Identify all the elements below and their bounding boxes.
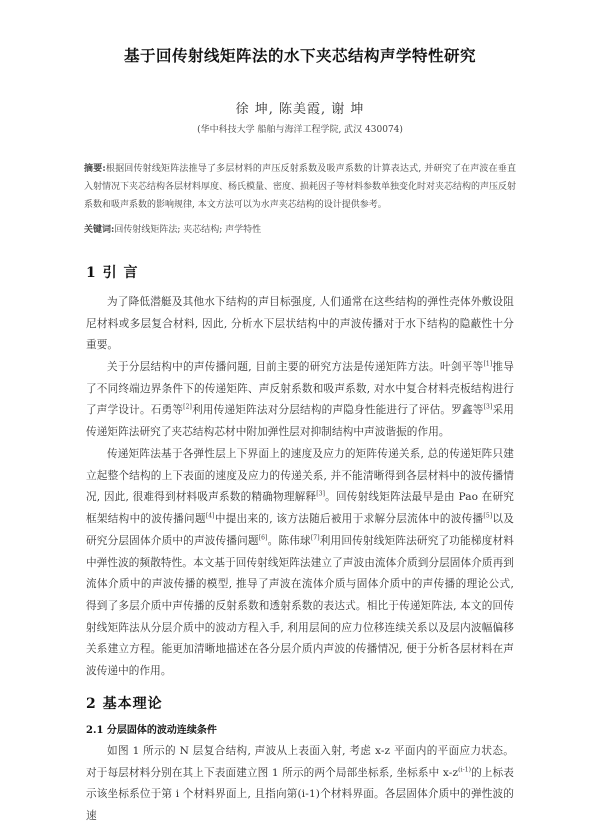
text-run: 如图 1 所示的 N 层复合结构, 声波从上表面入射, 考虑 x-z 平面内的平面应力状态。对于每层材料分别在其上下表面建立图 1 所示的两个局部坐标系, 坐标系中 x-z bbox=[86, 745, 514, 779]
intro-paragraph-3 bbox=[86, 444, 514, 683]
citation: [7] bbox=[310, 534, 320, 542]
text-run: 传递矩阵法基于各弹性层上下界面上的速度及应力的矩阵传递关系, 总的传递矩阵只建立起整个结构的上下表面的速度及应力的传递关系, 并不能清晰得到各层材料中的波传播情况, 因此, 很难得到材料吸声系数的精确物理解释 bbox=[86, 448, 514, 504]
text-run: 。回传射线矩阵法最早是由 Pao 在研究框架结构中的波传播问题 bbox=[86, 491, 514, 526]
abstract-label: 摘要: bbox=[84, 164, 106, 174]
citation: [4] bbox=[205, 512, 215, 520]
section-heading-theory: 2 基本理论 bbox=[86, 696, 163, 712]
text-run: 利用回传射线矩阵法研究了功能梯度材料中弹性波的频散特性。本文基于回传射线矩阵法建立了声波由流体介质到分层固体介质再到流体介质中的声波传播的模型, 推导了声波在流体介质与固体介质中的声传播的理论公式, 得到了多层介质中声传播的反射系数和透射系数的表达式。相比于传递矩阵法, 本文的回传射线矩阵法从分层介质中的波动方程入手, 利用层间的应力位移连续关系以及层内波幅偏移关系建立方程。能更加清晰地描述在各分层介质内声波的传播情况, 便于分析各层材料在声波传递中的作用。 bbox=[86, 534, 514, 678]
subsection-heading: 2.1 分层固体的波动连续条件 bbox=[86, 725, 217, 736]
theory-paragraph-1 bbox=[86, 741, 514, 828]
keywords-text: 回传射线矩阵法; 夹芯结构; 声学特性 bbox=[114, 225, 262, 235]
text-run: 以及研究分层固体介质中的声波传播问题 bbox=[86, 513, 514, 547]
citation: [3] bbox=[483, 403, 493, 411]
abstract bbox=[84, 160, 516, 214]
author-list: 徐 坤, 陈美霞, 谢 坤 bbox=[235, 102, 365, 117]
citation: [5] bbox=[483, 512, 493, 520]
affiliation: (华中科技大学 船舶与海洋工程学院, 武汉 430074) bbox=[197, 125, 403, 135]
text-run: 中提出来的, 该方法随后被用于求解分层流体中的波传播 bbox=[214, 513, 484, 526]
citation: [3] bbox=[316, 490, 326, 498]
citation: [1] bbox=[483, 360, 493, 368]
keywords-label: 关键词: bbox=[84, 225, 115, 235]
text-run: 利用传递矩阵法对分层结构的声隐身性能进行了评估。罗鑫等 bbox=[191, 404, 484, 417]
abstract-text: 根据回传射线矩阵法推导了多层材料的声压反射系数及吸声系数的计算表达式, 并研究了在声波在垂直入射情况下夹芯结构各层材料厚度、杨氏模量、密度、损耗因子等材料参数单独变化时对夹芯结构的声压反射系数和吸声系数的影响规律, 本文方法可以为水声夹芯结构的设计提供参考。 bbox=[84, 164, 517, 210]
text-run: 推导了不同终端边界条件下的传递矩阵、声反射系数和吸声系数, 对水中复合材料壳板结构进行了声学设计。石勇等 bbox=[86, 361, 514, 417]
text-run: 的上标表示该坐标系位于第 i 个材料界面上, 且指向第(i-1)个材料界面。各层固体介质中的弹性波的速 bbox=[86, 766, 514, 823]
text-run: 。陈伟球 bbox=[267, 534, 311, 547]
paper-title: 基于回传射线矩阵法的水下夹芯结构声学特性研究 bbox=[123, 46, 476, 65]
keywords bbox=[84, 222, 516, 235]
intro-paragraph-1: 为了降低潜艇及其他水下结构的声目标强度, 人们通常在这些结构的弹性壳体外敷设阻尼材料或多层复合材料, 因此, 分析水下层状结构中的声波传播对于水下结构的隐蔽性十分重要。 bbox=[86, 296, 514, 352]
superscript: (i-1) bbox=[458, 766, 472, 774]
section-heading-intro: 1 引 言 bbox=[86, 265, 139, 281]
intro-paragraph-2 bbox=[86, 357, 514, 444]
text-run: 关于分层结构中的声传播问题, 目前主要的研究方法是传递矩阵方法。叶剑平等 bbox=[107, 361, 484, 373]
citation: [6] bbox=[258, 534, 268, 542]
text-run: 采用传递矩阵法研究了夹芯结构芯材中附加弹性层对抑制结构中声波谐振的作用。 bbox=[86, 404, 514, 439]
citation: [2] bbox=[183, 403, 192, 411]
